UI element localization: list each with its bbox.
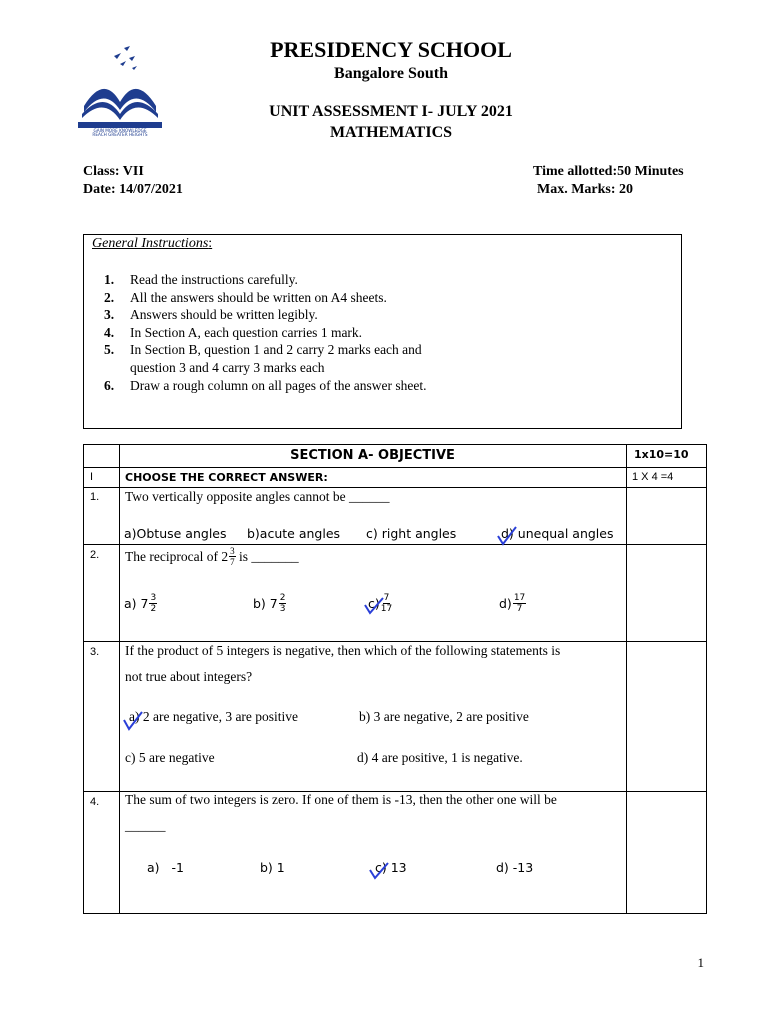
instructions-list bbox=[104, 271, 427, 394]
option-b: b)acute angles bbox=[247, 526, 341, 541]
date-label: Date: 14/07/2021 bbox=[83, 182, 183, 197]
instruction-item: 5. In Section B, question 1 and 2 carry 2 marks each and bbox=[104, 342, 422, 358]
question-number: 4. bbox=[90, 796, 100, 808]
part-title: CHOOSE THE CORRECT ANSWER: bbox=[125, 471, 328, 484]
instruction-item: 3. Answers should be written legibly. bbox=[104, 307, 318, 323]
instructions-box bbox=[83, 234, 682, 429]
instruction-item: 2. All the answers should be written on A4 sheets. bbox=[104, 289, 387, 305]
subject-title: MATHEMATICS bbox=[329, 124, 453, 141]
part-number: I bbox=[90, 471, 94, 483]
time-label: Time allotted:50 Minutes bbox=[533, 164, 684, 179]
option-b: b) 3 are negative, 2 are positive bbox=[359, 709, 529, 724]
question-text: The reciprocal of 2 $\frac{3}{7}$ is _______ bbox=[125, 546, 299, 567]
page-number: 1 bbox=[697, 955, 704, 970]
question-number: 3. bbox=[90, 646, 100, 658]
option-a: a) 7 $\frac{3}{2}$ bbox=[124, 593, 157, 614]
question-text: The sum of two integers is zero. If one of them is -13, then the other one will be bbox=[125, 792, 557, 807]
option-b: b) 7 $\frac{2}{3}$ bbox=[253, 593, 286, 614]
exam-title: UNIT ASSESSMENT I- JULY 2021 bbox=[269, 103, 513, 120]
question-text-continued: not true about integers? bbox=[125, 669, 253, 684]
instruction-item: 4. In Section A, each question carries 1 mark. bbox=[104, 324, 363, 340]
option-d: d) -13 bbox=[496, 860, 534, 875]
checkmark-icon bbox=[368, 861, 390, 881]
logo-tagline-2: REACH GREATER HEIGHTS bbox=[92, 132, 148, 136]
option-d: d) $\frac{17}{7}$ bbox=[499, 593, 526, 614]
school-name: PRESIDENCY SCHOOL bbox=[270, 37, 512, 62]
logo-tagline-1: GAIN MORE KNOWLEDGE bbox=[93, 128, 147, 133]
checkmark-icon bbox=[496, 525, 518, 547]
option-a: a)Obtuse angles bbox=[124, 526, 227, 541]
class-label: Class: VII bbox=[83, 164, 144, 179]
question-number: 2. bbox=[90, 549, 100, 561]
option-a: a) -1 bbox=[147, 860, 184, 875]
section-title: SECTION A- OBJECTIVE bbox=[290, 448, 455, 463]
instruction-item: 1. Read the instructions carefully. bbox=[104, 272, 298, 287]
section-marks: 1x10=10 bbox=[634, 448, 689, 461]
question-text-continued: ______ bbox=[125, 818, 166, 833]
checkmark-icon bbox=[363, 596, 385, 616]
checkmark-icon bbox=[122, 710, 144, 732]
option-b: b) 1 bbox=[260, 860, 285, 875]
option-d: d) unequal angles bbox=[501, 526, 614, 541]
instruction-item: 6. Draw a rough column on all pages of the answer sheet. bbox=[104, 377, 427, 393]
branch-name: Bangalore South bbox=[334, 65, 448, 82]
option-d: d) 4 are positive, 1 is negative. bbox=[357, 750, 523, 765]
question-text: If the product of 5 integers is negative, then which of the following statements is bbox=[125, 643, 561, 658]
option-a: a) 2 are negative, 3 are positive bbox=[129, 709, 299, 724]
instructions-heading: General Instructions: bbox=[92, 236, 213, 251]
max-marks-label: Max. Marks: 20 bbox=[537, 182, 634, 197]
option-c: c) $\frac{7}{17}$ bbox=[368, 593, 393, 614]
part-marks: 1 X 4 =4 bbox=[632, 471, 674, 483]
question-number: 1. bbox=[90, 491, 100, 503]
option-c: c) 13 bbox=[375, 860, 407, 875]
instruction-item: question 3 and 4 carry 3 marks each bbox=[130, 359, 325, 375]
section-a-table bbox=[83, 444, 707, 914]
option-c: c) right angles bbox=[366, 526, 457, 541]
option-c: c) 5 are negative bbox=[125, 750, 215, 765]
question-text: Two vertically opposite angles cannot be ______ bbox=[125, 489, 390, 504]
